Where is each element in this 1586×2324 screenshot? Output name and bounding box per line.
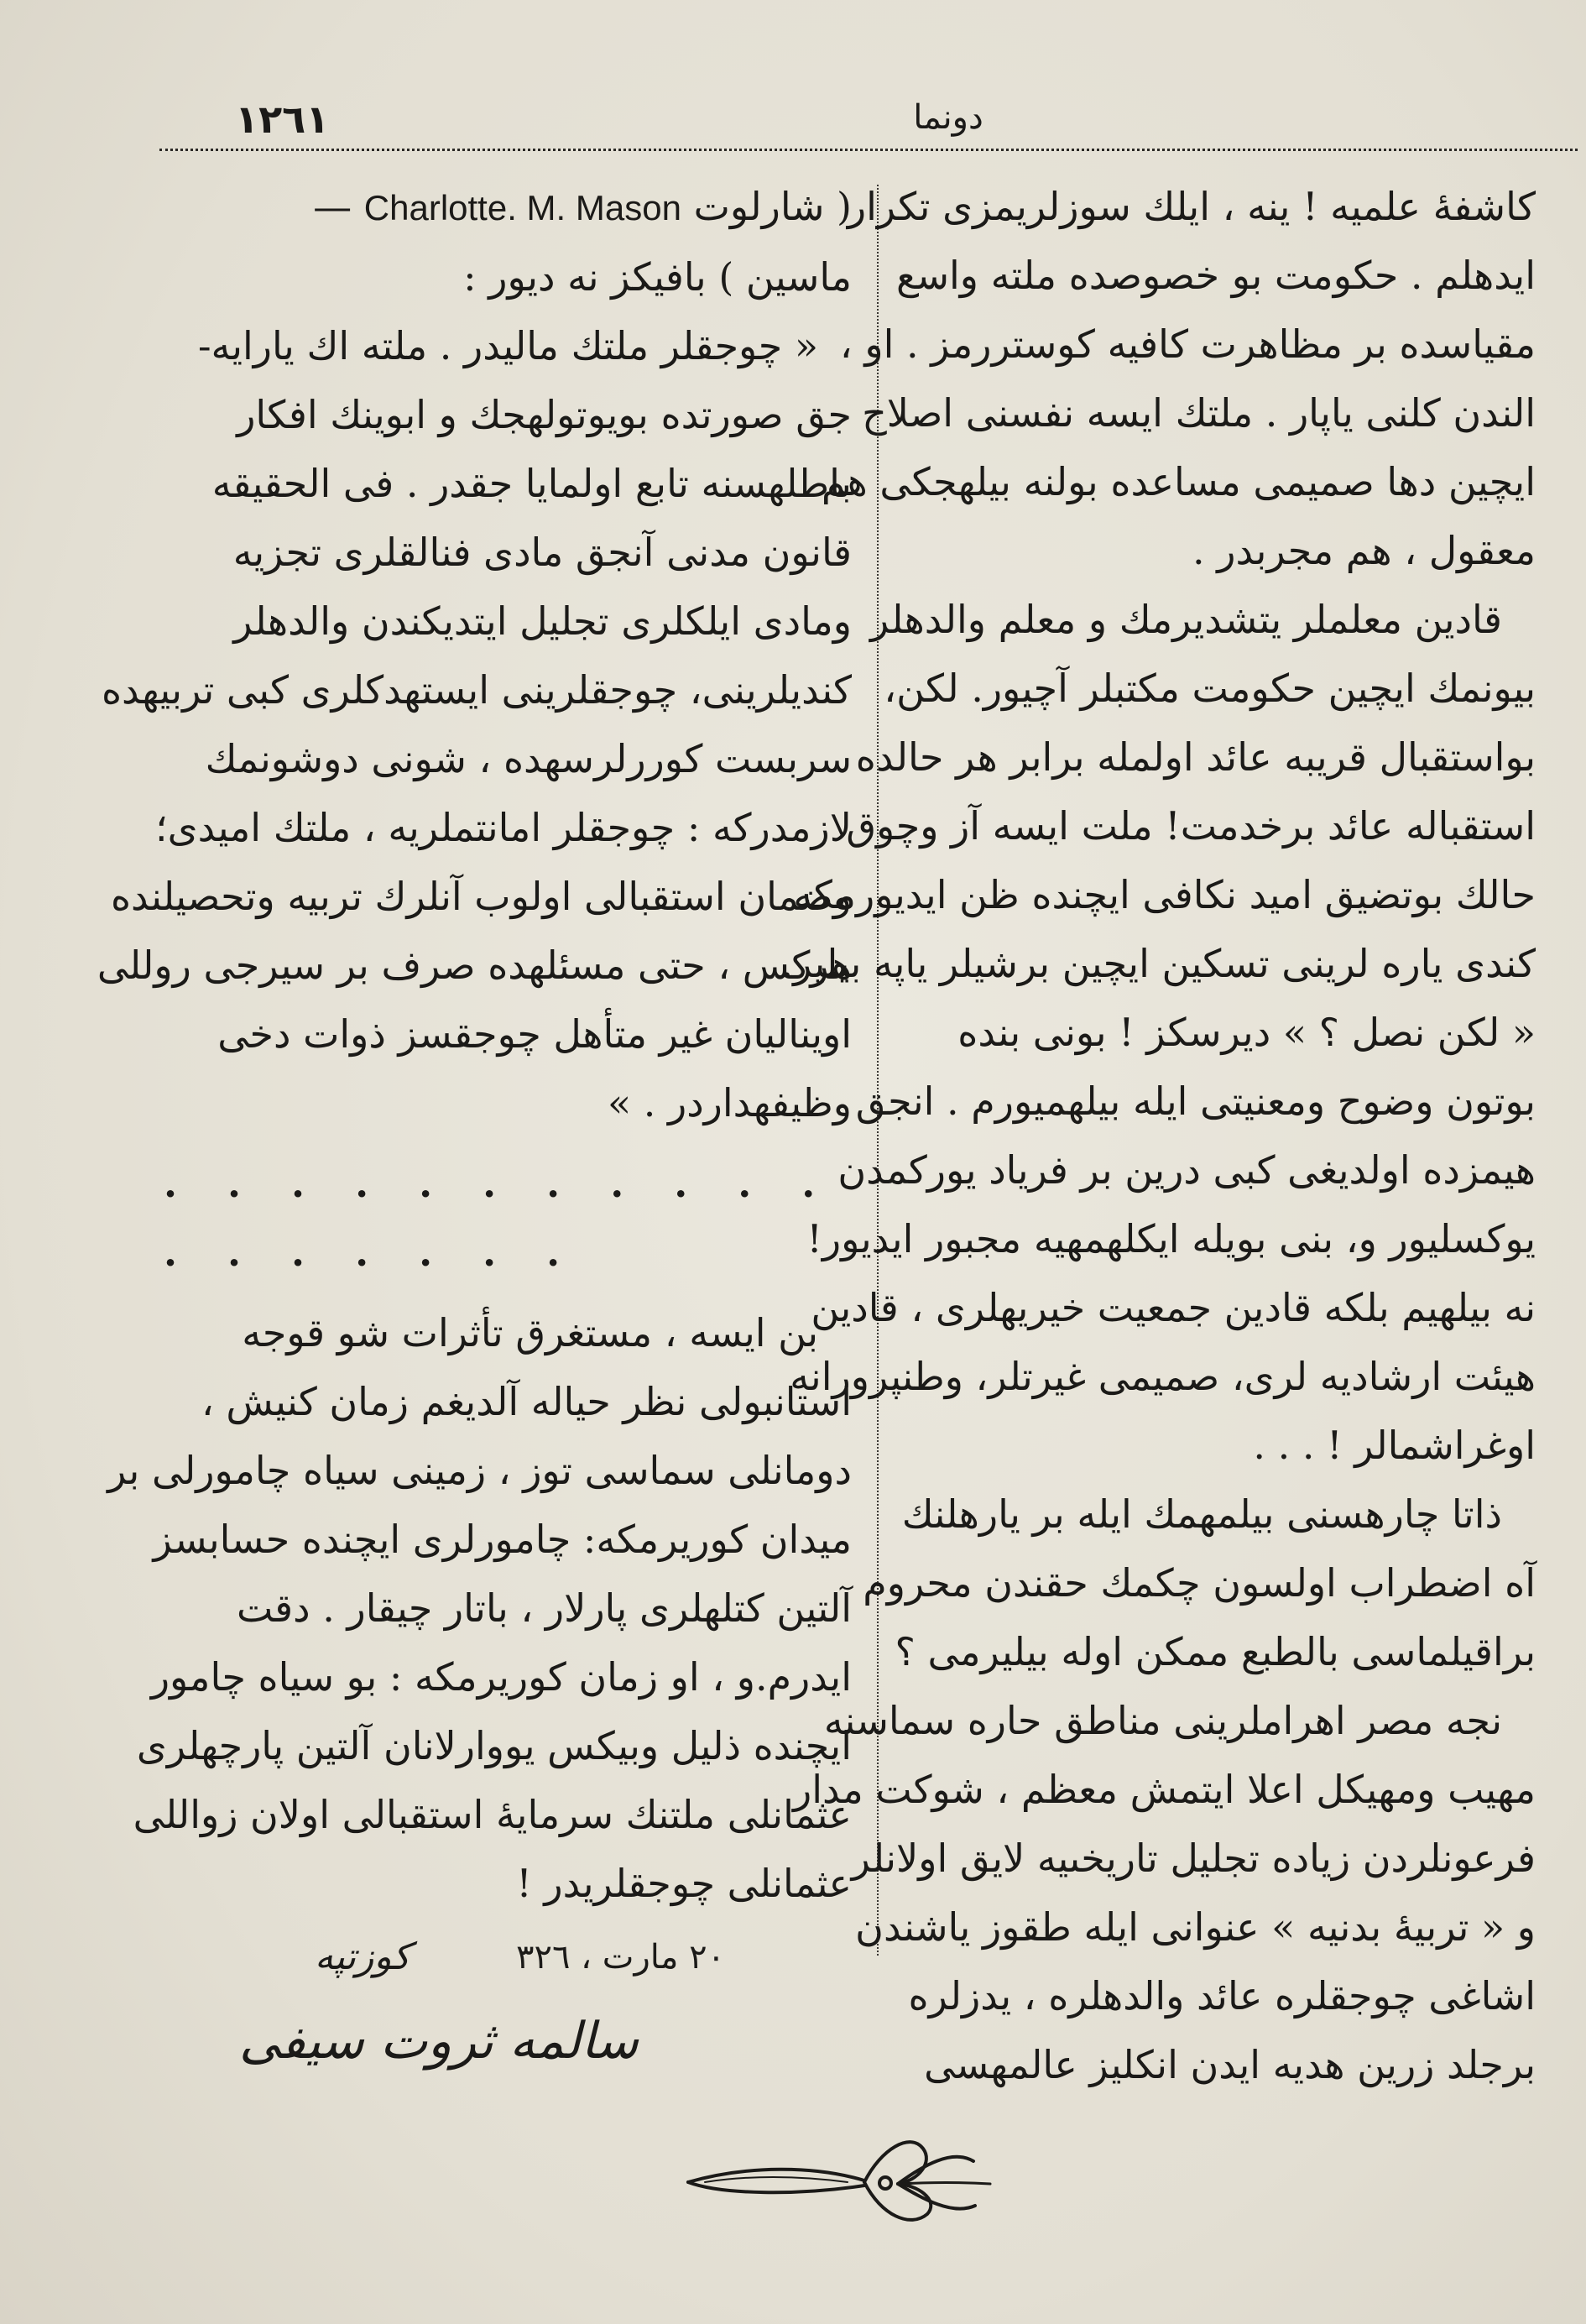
text-line: عثمانلى ملتنك سرمايهٔ استقبالى اولان زواللى [133,1792,852,1837]
right-paragraph-3 [863,1480,1536,1686]
text-line: برجلد زرين هديه ايدن انكليز عالمهسى [924,2042,1536,2087]
text-line: بن ايسه ، مستغرق تأثرات شو قوجه [242,1310,818,1355]
text-line: سربست كوررلرسهده ، شونى دوشونمك [205,736,852,781]
text-line: وظيفهداردر . » [607,1080,852,1125]
right-paragraph-1 [821,172,1536,585]
text-line: معقول ، هم مجربدر . [1192,528,1536,573]
text-line: وضمان استقبالى اولوب آنلرك تربيه وتحصيلنده [110,874,852,919]
page-header [159,80,1578,155]
text-line: استانبولى نظر حياله آلديغم زمان كنيش ، [201,1379,852,1424]
text-line: كنديلرينى، چوجقلرينى ايستهدكلرى كبى تربيهده [101,667,852,713]
text-line: قادين معلملر يتشديرمك و معلم والدهلر [869,597,1502,642]
text-line: مقياسده بر مظاهرت كافيه كوستررمز . او ، [839,321,1536,367]
text-line: كاشفهٔ علميه ! ينه ، ايلك سوزلريمزى تكرار [847,184,1536,229]
text-line: كندى ياره لرينى تسكين ايچين برشيلر ياپه بيلير. [780,941,1536,986]
text-line: هيئت ارشاديه لرى، صميمى غيرتلر، وطنپرورانه [790,1354,1536,1399]
text-line: « لكن نصل ؟ » ديرسكز ! بونى بنده [957,1010,1536,1055]
left-column [97,172,852,2091]
text-line: استقباله عائد برخدمت! ملت ايسه آز وچوق [846,803,1536,849]
place-name: كوزتپه [315,1935,411,1978]
text-line: اشاغى چوجقلره عائد والدهلره ، يدزلره [908,1973,1536,2018]
text-line: باطلهسنه تابع اولمايا جقدر . فى الحقيقه [211,461,852,506]
text-line: مهيب ومهيكل اعلا ايتمش معظم ، شوكت مدار [793,1767,1536,1812]
decorative-fleuron-icon [671,2115,1007,2233]
text-line: هيمزده اولديغى كبى درين بر فرياد يوركمدن [837,1147,1536,1193]
text-line: الندن كلنى ياپار . ملتك ايسه نفسنى اصلاح [862,390,1536,436]
text-line: اويناليان غير متأهل چوجقسز ذوات دخى [217,1011,852,1057]
author-name: سالمه ثروت سيفى [239,2012,639,2071]
latin-name: Charlotte. M. Mason [363,188,681,227]
text-line: نه بيلهيم بلكه قادين جمعيت خيريهلرى ، قادين [811,1285,1536,1330]
header-dotted-rule [159,149,1578,151]
left-paragraph-1 [97,172,852,1137]
right-paragraph-2 [780,585,1536,1480]
text-line: ماسين ) بافيكز نه ديور : [463,254,852,300]
text-line: ميدان كوريرمكه: چامورلرى ايچنده حسابسز [153,1517,852,1562]
text-line: بوتون وضوح ومعنيتى ايله بيلهميورم . انجق [855,1078,1536,1124]
text-line: يوكسليور و، بنى بويله ايكلهمهيه مجبور ايديور! [806,1216,1536,1261]
text-line: بيونمك ايچين حكومت مكتبلر آچيور. لكن، [884,666,1536,711]
right-paragraph-4 [793,1686,1536,2099]
text-line: قانون مدنى آنجق مادى فنالقلرى تجزيه [232,530,852,575]
text-line: هركس ، حتى مسئلهده صرف بر سيرجى روللى [97,943,852,988]
right-column [780,172,1536,2099]
text-line: عثمانلى چوجقلريدر ! [516,1861,852,1906]
text-line: ومادى ايلكلرى تجليل ايتديكندن والدهلر [233,598,852,644]
text-line: و « تربيهٔ بدنيه » عنوانى ايله طقوز ياشندن [855,1904,1536,1950]
arabic-name: ( شارلوت [693,184,852,229]
section-separator-dots: . . . . . . . . . . . . . . . . . . [164,1161,834,1275]
text-line: فرعونلردن زياده تجليل تاريخىيه لايق اولانلر [851,1836,1536,1881]
text-line: لازمدركه : چوجقلر امانتملريه ، ملتك اميدى؛ [155,805,852,850]
em-dash: — [313,184,352,229]
text-line: اوغراشمالر ! . . . [1253,1423,1536,1468]
text-line: ايچين دها صميمى مساعده بولنه بيلهجكى هم [821,459,1536,504]
text-line: ايدهلم . حكومت بو خصوصده ملته واسع [896,253,1536,298]
text-line: ايچنده ذليل وبيكس يووارلانان آلتين پارچهلرى [136,1723,852,1768]
text-line: حالك بوتضيق اميد نكافى ايچنده ظن ايديورمكه [793,872,1536,917]
text-line: نجه مصر اهراملرينى مناطق حاره سماسنه [823,1698,1502,1743]
text-line: بواستقبال قريبه عائد اولمله برابر هر حالده [855,734,1536,780]
page-number: ١٢٦١ [235,97,330,142]
text-line: دومانلى سماسى توز ، زمينى سياه چامورلى بر [107,1448,852,1493]
left-paragraph-2 [107,1298,852,1918]
text-line: جق صورتده بويوتولهجك و ابوينك افكار [237,392,852,437]
text-line: آه اضطراب اولسون چكمك حقندن محروم [863,1560,1536,1606]
text-line-with-latin-name [164,172,852,243]
signature-block [164,1923,852,2091]
text-line: آلتين كتلهلرى پارلار ، باتار چيقار . دقت [236,1585,852,1631]
date-line: ٢٠ مارت ، ٣٢٦ [516,1938,726,1977]
text-line: ايدرم.و ، او زمان كوريرمكه : بو سياه چامور [150,1654,852,1700]
journal-title: دونما [913,98,983,137]
text-line: « چوجقلر ملتك ماليدر . ملته اك يارايه- [198,323,818,368]
text-line: ذاتا چارهسنى بيلمهمك ايله بر يارهلنك [901,1491,1502,1537]
text-line: براقيلماسى بالطبع ممكن اوله بيليرمى ؟ [895,1629,1536,1674]
